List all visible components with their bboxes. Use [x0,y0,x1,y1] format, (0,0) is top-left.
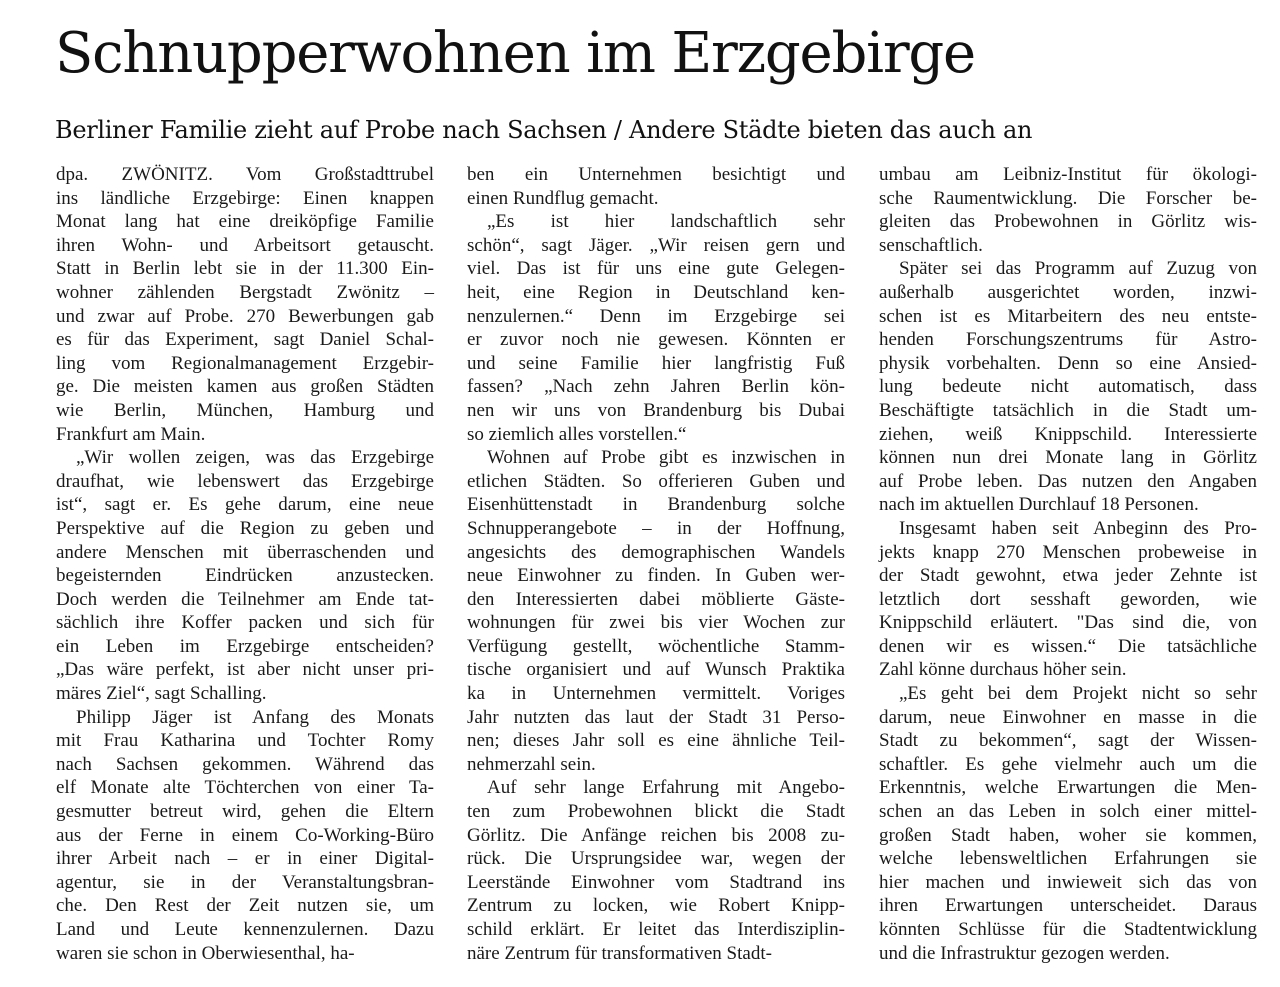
text-line: schaftler. Es gehe vielmehr auch um die [879,753,1257,775]
text-line: den Interessierten dabei möblierte Gäste- [467,588,845,610]
text-line: schen an das Leben in solch einer mittel- [879,801,1257,823]
article-column-3 [879,163,1257,965]
text-line: sche Raumentwicklung. Die Forscher be- [879,187,1257,209]
text-line: Philipp Jäger ist Anfang des Monats [76,706,434,728]
text-line: physik vorbehalten. Denn so eine Ansied- [879,352,1257,374]
article-paragraph [879,163,1257,257]
text-line: schön“, sagt Jäger. „Wir reisen gern und [467,234,845,256]
text-line: Auf sehr lange Erfahrung mit Angebo- [487,777,845,799]
text-line: ziehen, weiß Knippschild. Interessierte [879,423,1257,445]
text-line: umbau am Leibniz-Institut für ökologi- [879,164,1257,185]
article-paragraph [879,257,1257,517]
text-line: gesmutter betreut wird, gehen die Eltern [56,801,434,823]
text-line: ins ländliche Erzgebirge: Einen knappen [56,187,434,209]
article-column-2 [467,163,845,965]
article-paragraph [467,210,845,446]
text-line: denen wir es wissen.“ Die tatsächliche [879,635,1257,657]
text-line: wie Berlin, München, Hamburg und [56,399,434,421]
article-paragraph [56,706,434,966]
text-line: ka in Unternehmen vermittelt. Voriges [467,683,845,705]
text-line: ihren Erwartungen unterscheidet. Daraus [879,895,1257,917]
text-line: nach Sachsen gekommen. Während das [56,753,434,775]
text-line: Statt in Berlin lebt sie in der 11.300 Ein- [56,258,434,280]
text-line: Frankfurt am Main. [56,423,206,445]
text-line: angesichts des demographischen Wandels [467,541,845,563]
text-line: ihrer Arbeit nach – er in einer Digital- [56,848,434,870]
text-line: sächlich ihre Koffer packen und sich für [56,612,434,634]
text-line: großen Stadt haben, woher sie kommen, [879,824,1257,846]
text-line: Verfügung gestellt, wöchentliche Stamm- [467,635,845,657]
text-line: gleiten das Probewohnen in Görlitz wis- [879,211,1257,233]
text-line: „Es ist hier landschaftlich sehr [487,211,845,233]
text-line: Monat lang hat eine dreiköpfige Familie [56,211,434,233]
text-line: „Wir wollen zeigen, was das Erzgebirge [76,447,434,469]
text-line: Görlitz. Die Anfänge reichen bis 2008 zu- [467,824,845,846]
text-line: der Stadt gewohnt, etwa jeder Zehnte ist [879,565,1257,587]
text-line: senschaftlich. [879,234,983,256]
text-line: Beschäftigte tatsächlich in die Stadt um- [879,399,1257,421]
text-line: Stadt zu bekommen“, sagt der Wissen- [879,730,1257,752]
text-line: Später sei das Programm auf Zuzug von [899,258,1257,280]
text-line: außerhalb ausgerichtet worden, inzwi- [879,281,1257,303]
text-line: ihren Wohn- und Arbeitsort getauscht. [56,234,434,256]
text-line: che. Den Rest der Zeit nutzen sie, um [56,895,434,917]
article-column-1 [56,163,434,965]
text-line: darum, neue Einwohner en masse in die [879,706,1257,728]
article-paragraph [56,163,434,446]
text-line: hier machen und inwieweit sich das von [879,871,1257,893]
text-line: nen wir uns von Brandenburg bis Dubai [467,399,845,421]
text-line: letztlich dort sesshaft geworden, wie [879,588,1257,610]
text-line: Doch werden die Teilnehmer am Ende tat- [56,588,434,610]
text-line: ben ein Unternehmen besichtigt und [467,164,845,185]
text-line: er zuvor noch nie gewesen. Könnten er [467,329,845,351]
text-line: Erkenntnis, welche Erwartungen die Men- [879,777,1257,799]
article-subheadline: Berliner Familie zieht auf Probe nach Sachsen / Andere Städte bieten das auch an [55,116,1033,144]
text-line: nen; dieses Jahr soll es eine ähnliche Teil- [467,730,845,752]
article-paragraph [56,446,434,706]
text-line: nenzulernen.“ Denn im Erzgebirge sei [467,305,845,327]
text-line: jekts knapp 270 Menschen probeweise in [879,541,1257,563]
text-line: nach im aktuellen Durchlauf 18 Personen. [879,494,1199,516]
text-line: tische organisiert und auf Wunsch Praktika [467,659,845,681]
text-line: „Das wäre perfekt, ist aber nicht unser pri- [56,659,434,681]
text-line: wohner zählenden Bergstadt Zwönitz – [56,281,434,303]
text-line: fassen? „Nach zehn Jahren Berlin kön- [467,376,845,398]
text-line: es für das Experiment, sagt Daniel Schal- [56,329,434,351]
text-line: elf Monate alte Töchterchen von einer Ta- [56,777,434,799]
text-line: können nun drei Monate lang in Görlitz [879,447,1257,469]
text-line: ist“, sagt er. Es gehe darum, eine neue [56,494,434,516]
text-line: Knippschild erläutert. "Das sind die, von [879,612,1257,634]
text-line: nehmerzahl sein. [467,753,596,775]
article-paragraph [467,776,845,965]
text-line: märes Ziel“, sagt Schalling. [56,683,267,705]
text-line: mit Frau Katharina und Tochter Romy [56,730,434,752]
text-line: und zwar auf Probe. 270 Bewerbungen gab [56,305,434,327]
text-line: begeisternden Eindrücken anzustecken. [56,565,434,587]
text-line: etlichen Städten. So offerieren Guben und [467,470,845,492]
text-line: draufhat, wie lebenswert das Erzgebirge [56,470,434,492]
text-line: agentur, sie in der Veranstaltungsbran- [56,871,434,893]
text-line: wohnungen für zwei bis vier Wochen zur [467,612,845,634]
text-line: Wohnen auf Probe gibt es inzwischen in [487,447,845,469]
text-line: heit, eine Region in Deutschland ken- [467,281,845,303]
text-line: Schnupperangebote – in der Hoffnung, [467,517,845,539]
text-line: „Es geht bei dem Projekt nicht so sehr [899,683,1257,705]
text-line: Leerstände Einwohner vom Stadtrand ins [467,871,845,893]
text-line: könnten Schlüsse für die Stadtentwicklung [879,919,1257,940]
text-line: henden Forschungszentrums für Astro- [879,329,1257,351]
article-headline: Schnupperwohnen im Erzgebirge [55,21,975,86]
text-line: ten zum Probewohnen blickt die Stadt [467,801,845,823]
text-line: neue Einwohner zu finden. In Guben wer- [467,565,845,587]
text-line: und seine Familie hier langfristig Fuß [467,352,845,374]
text-line: welche lebensweltlichen Erfahrungen sie [879,848,1257,870]
text-line: Land und Leute kennenzulernen. Dazu [56,919,434,940]
article-paragraph [467,163,845,210]
text-line: ein Leben im Erzgebirge entscheiden? [56,635,434,657]
text-line: ling vom Regionalmanagement Erzgebir- [56,352,434,374]
text-line: Eisenhüttenstadt in Brandenburg solche [467,494,845,516]
text-line: Jahr nutzten das laut der Stadt 31 Perso- [467,706,845,728]
article-paragraph [879,517,1257,682]
text-line: viel. Das ist für uns eine gute Gelegen- [467,258,845,280]
text-line: Zahl könne durchaus höher sein. [879,659,1127,681]
text-line: so ziemlich alles vorstellen.“ [467,423,687,445]
text-line: schild erklärt. Er leitet das Interdisziplin- [467,919,845,940]
text-line: waren sie schon in Oberwiesenthal, ha- [56,942,355,964]
text-line: schen ist es Mitarbeitern des neu entste- [879,305,1257,327]
text-line: Insgesamt haben seit Anbeginn des Pro- [899,517,1257,539]
text-line: dpa. ZWÖNITZ. Vom Großstadttrubel [56,164,434,185]
text-line: andere Menschen mit überraschenden und [56,541,434,563]
text-line: auf Probe leben. Das nutzen den Angaben [879,470,1257,492]
text-line: rück. Die Ursprungsidee war, wegen der [467,848,845,870]
article-paragraph [467,446,845,776]
text-line: einen Rundflug gemacht. [467,187,659,209]
text-line: Zentrum zu locken, wie Robert Knipp- [467,895,845,917]
text-line: Perspektive auf die Region zu geben und [56,517,434,539]
text-line: näre Zentrum für transformativen Stadt- [467,942,772,964]
text-line: ge. Die meisten kamen aus großen Städten [56,376,434,398]
text-line: aus der Ferne in einem Co-Working-Büro [56,824,434,846]
article-paragraph [879,682,1257,965]
text-line: und die Infrastruktur gezogen werden. [879,942,1170,964]
text-line: lung bedeute nicht automatisch, dass [879,376,1257,398]
